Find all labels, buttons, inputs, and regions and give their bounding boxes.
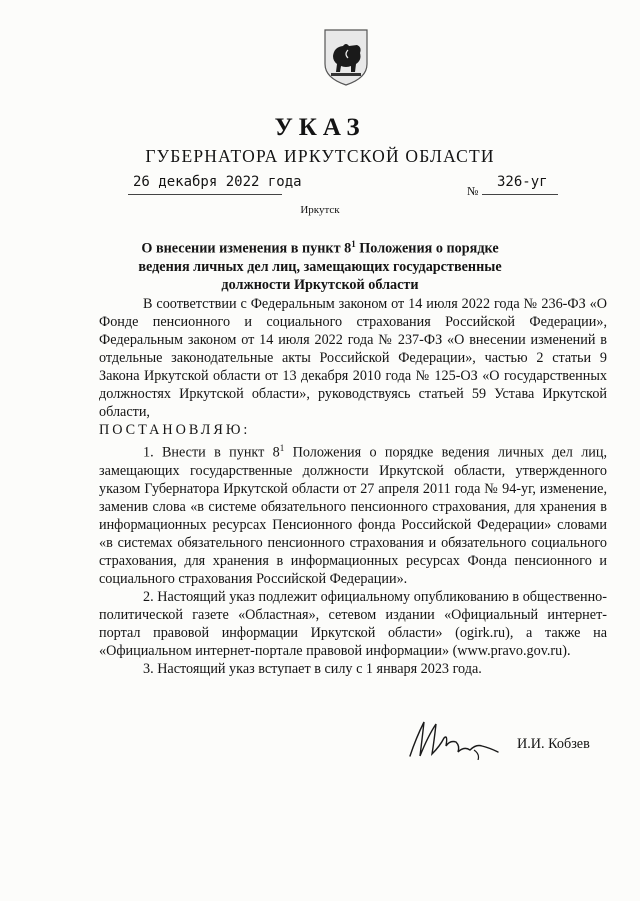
heading-part2: Положения о порядке ведения личных дел лиц, замещающих государственные должности Иркутской области — [138, 240, 502, 293]
date-underline — [128, 194, 282, 195]
decree-body — [99, 295, 607, 678]
decree-number: 326-уг — [497, 174, 548, 190]
heading-superscript: 1 — [351, 239, 356, 249]
item-1-paragraph — [99, 439, 607, 588]
city-label: Иркутск — [300, 204, 340, 216]
item-1-superscript: 1 — [279, 443, 285, 453]
signer-name: И.И. Кобзев — [517, 736, 590, 752]
number-sign: № — [467, 184, 479, 198]
item-1-part1: 1. Внести в пункт 8 — [143, 444, 280, 461]
decree-word: ПОСТАНОВЛЯЮ: — [99, 422, 251, 438]
document-subtitle: ГУБЕРНАТОРА ИРКУТСКОЙ ОБЛАСТИ — [145, 146, 495, 166]
heading-part1: О внесении изменения в пункт 8 — [141, 240, 352, 257]
number-underline — [482, 194, 558, 195]
handwritten-signature — [404, 716, 504, 760]
item-1-part2: Положения о порядке ведения личных дел лиц, замещающих государственные должности Иркутской области, утвержденного указом Губернатора Иркутской области от 27 апреля 2011 года № 94-уг, изменение, заменив слова «в системе обязательного пенсионного страхования, для хранения в информационных ресурсах Пенсионного фонда Российской Федерации» словами «в системах обязательного пенсионного страхования и обязательного социального страхования, для хранения в информационных ресурсах Фонда пенсионного и социального страхования Российской Федерации». — [99, 444, 608, 587]
item-2-paragraph: 2. Настоящий указ подлежит официальному опубликованию в общественно-политической газете «Областная», сетевом издании «Официальный интернет-портал правовой информации Иркутской области» (ogirk.ru), а также на «Официальном интернет-портале правовой информации» (www.pravo.gov.ru). — [99, 588, 607, 659]
decree-date: 26 декабря 2022 года — [133, 174, 302, 190]
document-title: УКАЗ — [274, 114, 366, 141]
decree-heading — [120, 235, 520, 294]
preamble-paragraph: В соответствии с Федеральным законом от 14 июля 2022 года № 236-ФЗ «О Фонде пенсионного и социального страхования Российской Федерации», Федеральным законом от 14 июля 2022 года № 237-ФЗ «О внесении изменений в отдельные законодательные акты Российской Федерации», частью 2 статьи 9 Закона Иркутской области от 13 декабря 2010 года № 125-ОЗ «О государственных должностях Иркутской области», руководствуясь статьей 59 Устава Иркутской области, — [99, 296, 607, 420]
item-3-paragraph: 3. Настоящий указ вступает в силу с 1 января 2023 года. — [143, 660, 482, 677]
coat-of-arms-icon — [322, 28, 370, 86]
